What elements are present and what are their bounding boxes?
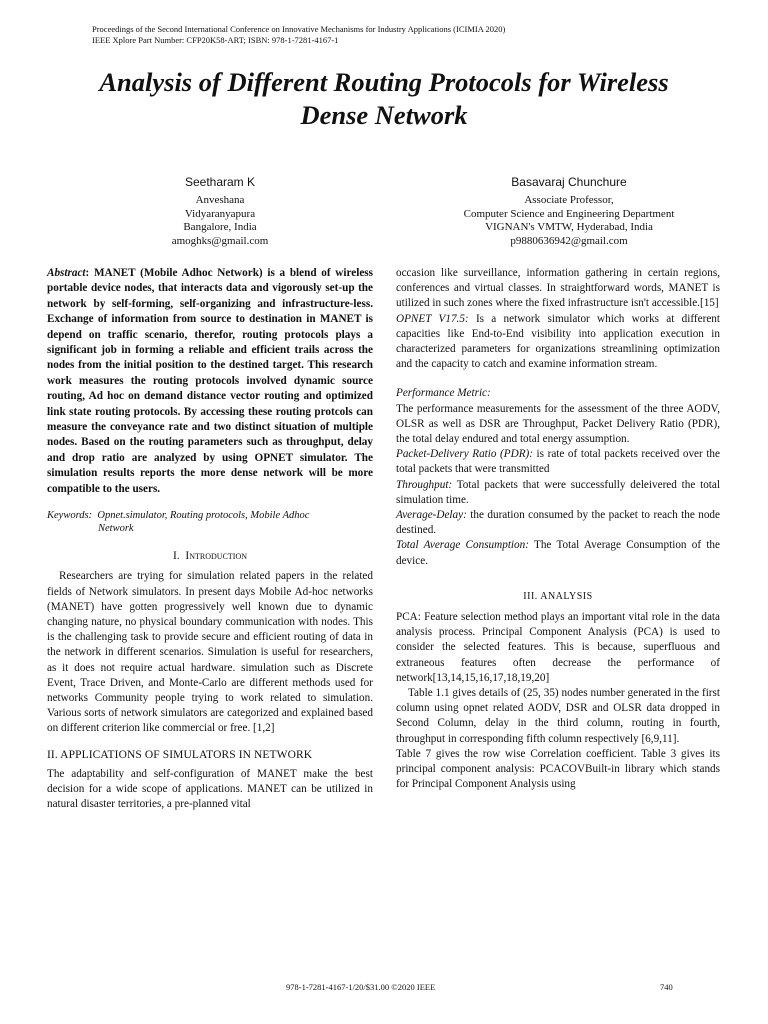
keywords-text-continued: Network: [98, 523, 134, 535]
author-email: amoghks@gmail.com: [171, 234, 269, 247]
total-average-consumption-definition: Total Average Consumption: The Total Average Consumption of the device.: [396, 539, 720, 567]
applications-paragraph: The adaptability and self-configuration of MANET make the best decision for a wide scope of applications. MANET can be utilized in natural disaster territories, a pre-planned vital: [47, 767, 373, 811]
author-block-1: [120, 176, 320, 248]
introduction-paragraph: Researchers are trying for simulation related papers in the related fields of Network simulators. In present days Mobile Ad-hoc networks (MANET) have gotten progressively well known due to dynamic changing nature, no physical boundary communication with nodes. This is the challenging task to provide secure and efficient routing of data in the network in different scenarios. Simulation is useful for researchers, as it does not require actual hardware. simulation such as Discrete Event, Trace Driven, and Monte-Carlo are different methods used for networks Community people trying to work related to simulation. Various sorts of network simulators are categorized and explained based on different criterion like commercial or free. [1,2]: [47, 570, 373, 735]
performance-metric-paragraph: The performance measurements for the assessment of the three AODV, OLSR as well as DSR are Throughput, Packet Delivery Ratio (PDR), the total delay endured and total energy assumption.: [396, 402, 720, 446]
keywords-label: Keywords:: [47, 510, 93, 522]
opnet-label: OPNET V17.5:: [396, 312, 469, 325]
page-number: 740: [660, 982, 673, 992]
section-heading-introduction: I. Introduction: [172, 550, 248, 563]
section-heading-analysis: III. ANALYSIS: [523, 590, 593, 602]
paper-title: [30, 66, 738, 132]
abstract-text: : MANET (Mobile Adhoc Network) is a blend of wireless portable device nodes, that interacts data and vigorously set-up the network by self-forming, self-organizing and infrastructure-less. Exchange of information from source to destination in MANET is depend on traffic scenario, therefor, routing protocols plays a significant job in forming a reliable and efficient trails across the nodes from the initial position to the destined target. This research work measures the routing protocols involved dynamic source routing, Ad hoc on demand distance vector routing and optimized link state routing protocols. By accessing these routing protcols can measure the conveyance rate and two distinct situation of multiple nodes. Based on the routing parameters such as throughput, delay and drop ratio are analyzed by using OPNET simulator. The simulation results reports the more dense network will be more compatible to the users.: [47, 267, 373, 495]
title-line-1: Analysis of Different Routing Protocols for Wireless: [99, 67, 669, 97]
abstract-label: Abstract: [47, 267, 86, 279]
author-affiliation: Bangalore, India: [183, 221, 257, 234]
author-affiliation: Vidyaranyapura: [184, 207, 256, 220]
author-affiliation: Anveshana: [195, 194, 245, 207]
left-column: [47, 266, 373, 812]
author-affiliation: Computer Science and Engineering Department: [463, 207, 675, 220]
author-affiliation: Associate Professor,: [524, 194, 614, 207]
right-column: [396, 266, 720, 793]
table-7-paragraph: Table 7 gives the row wise Correlation coefficient. Table 3 gives its principal component analysis: PCACOVBuilt-in library which stands for Principal Component Analysis using: [396, 747, 720, 791]
header-line-1: Proceedings of the Second International Conference on Innovative Mechanisms for Industry Applications (ICIMIA 2020): [92, 24, 506, 34]
author-block-2: [414, 176, 724, 248]
abstract: [47, 266, 373, 497]
pdr-definition: Packet-Delivery Ratio (PDR): is rate of total packets received over the total packets that were transmitted: [396, 448, 720, 476]
author-affiliation: VIGNAN's VMTW, Hyderabad, India: [485, 221, 653, 234]
performance-metric-heading: Performance Metric:: [396, 387, 491, 400]
table-1-1-paragraph: Table 1.1 gives details of (25, 35) nodes number generated in the first column using opnet related AODV, DSR and OLSR data dropped in Second Column, delay in the third column, routing in fourth, throughput in corresponding fifth column respectively [6,9,11].: [396, 687, 720, 745]
title-line-2: Dense Network: [300, 100, 468, 130]
conference-header: [92, 24, 732, 46]
opnet-paragraph: OPNET V17.5: Is a network simulator which works at different capacities like End-to-End visibility into application execution in characterized parameters for organizations streamlining optimization and the capacity to catch and examine information stream.: [396, 312, 720, 371]
keywords-text: Opnet.simulator, Routing protocols, Mobile Adhoc: [97, 510, 310, 522]
average-delay-definition: Average-Delay: the duration consumed by the packet to reach the node destined.: [396, 509, 720, 537]
header-line-2: IEEE Xplore Part Number: CFP20K58-ART; ISBN: 978-1-7281-4167-1: [92, 35, 339, 45]
author-name: Basavaraj Chunchure: [511, 175, 627, 189]
author-name: Seetharam K: [184, 175, 256, 189]
throughput-definition: Throughput: Total packets that were successfully deleivered the total simulation time.: [396, 478, 720, 506]
section-heading-applications: II. APPLICATIONS OF SIMULATORS IN NETWORK: [47, 748, 313, 761]
applications-paragraph-continued: occasion like surveillance, information gathering in certain regions, conferences and virtual classes. In straightforward words, MANET is utilized in such zones where the fixed infrastructure isn't accessible.[15]: [396, 267, 720, 310]
author-email: p9880636942@gmail.com: [510, 234, 628, 247]
pca-paragraph: PCA: Feature selection method plays an important vital role in the data analysis process. Principal Component Analysis (PCA) is used to consider the selected features. This is because, superfluous and extraneous features often decrease the performance of network[13,14,15,16,17,18,19,20]: [396, 611, 720, 684]
keywords: [47, 509, 373, 535]
copyright-footer: 978-1-7281-4167-1/20/$31.00 ©2020 IEEE: [286, 982, 436, 992]
